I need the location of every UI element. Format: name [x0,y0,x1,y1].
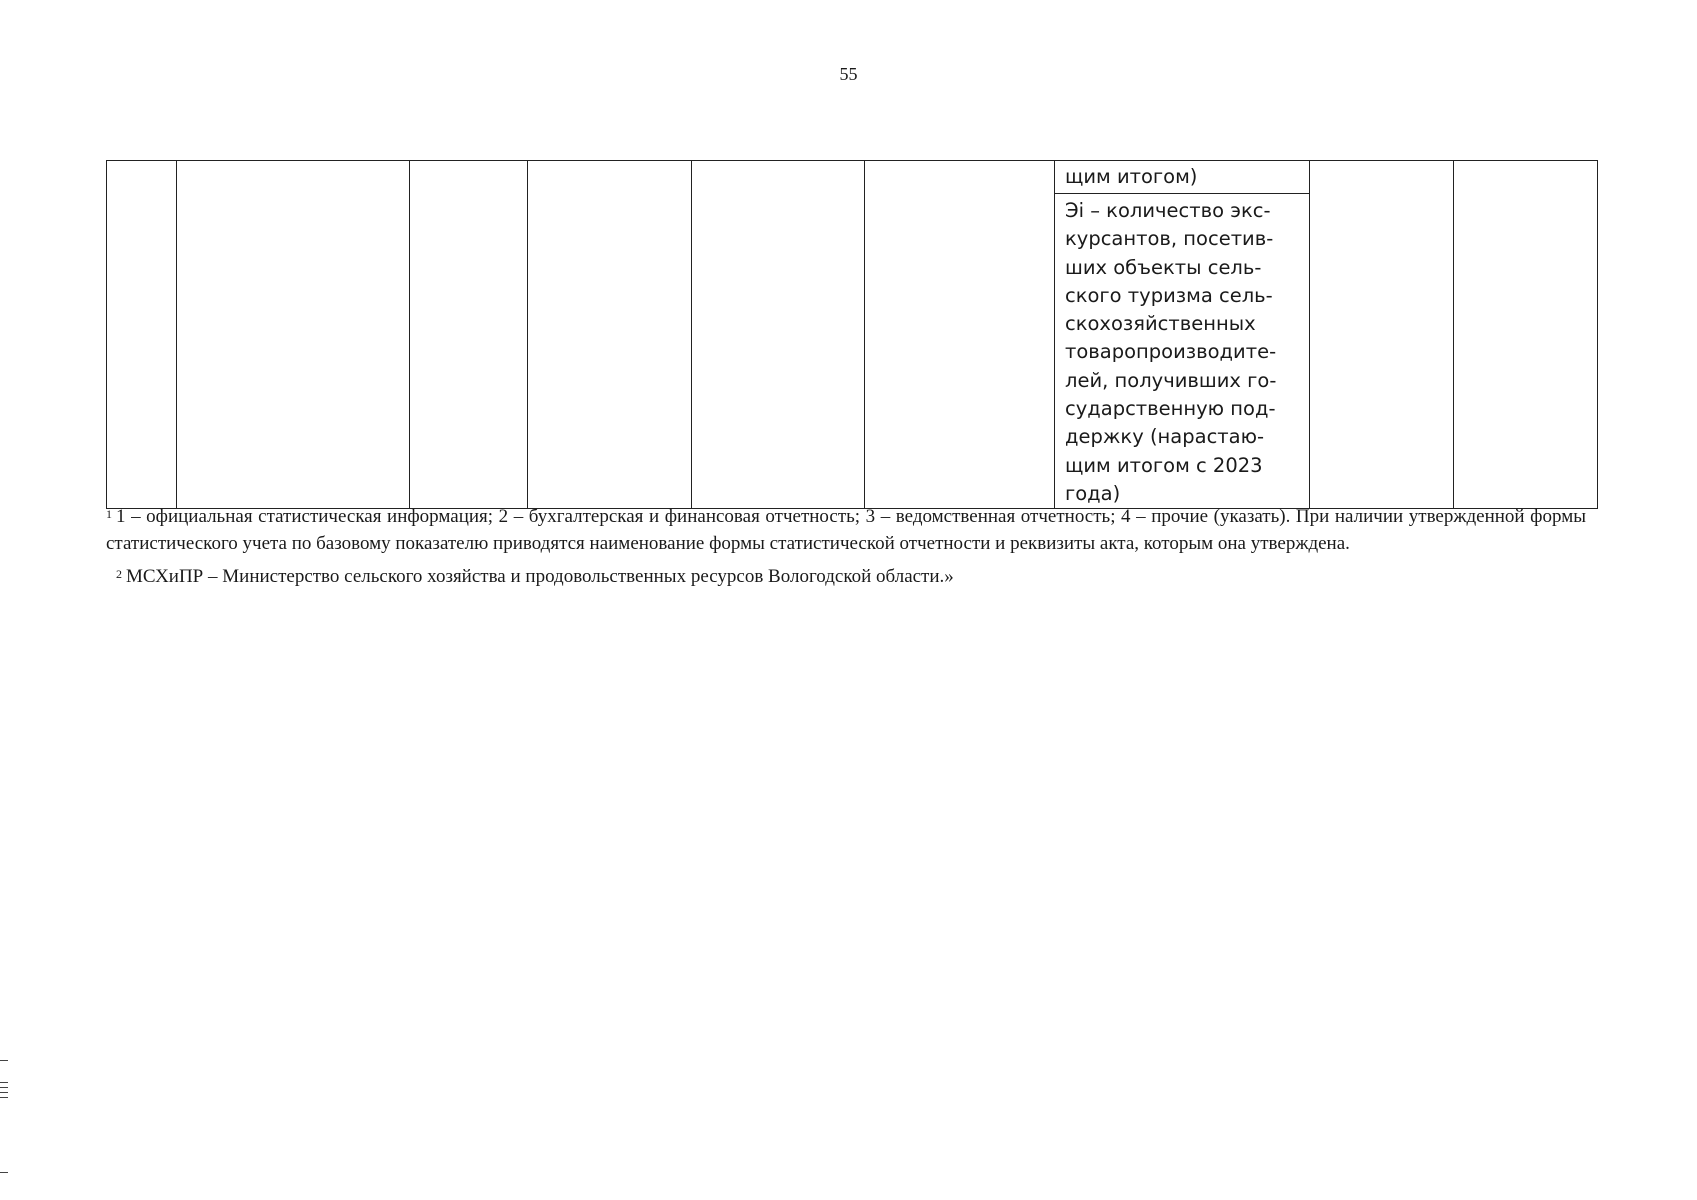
table-row [107,161,1598,509]
indicator-line: лей, получивших го- [1065,368,1277,392]
indicator-line: щим итогом с 2023 [1065,453,1263,477]
table-grid [106,160,1598,509]
indicator-top-text: щим итогом) [1055,161,1309,194]
footnote-mark: 2 [116,567,122,581]
page-number: 55 [839,64,858,84]
indicator-line: года) [1065,481,1121,505]
footnotes [106,503,1586,590]
indicator-definition [1055,194,1309,508]
footnote-mark: 1 [106,507,112,521]
table-cell-1 [107,161,177,509]
indicator-line: Эi – количество экс- [1065,199,1271,222]
indicator-line: ших объекты сель- [1065,255,1262,279]
table-cell-5 [692,161,865,509]
indicator-line: скохозяйственных [1065,312,1256,336]
indicator-line: ского туризма сель- [1065,283,1273,307]
table-cell-8 [1310,161,1454,509]
footnote-text: МСХиПР – Министерство сельского хозяйства и продовольственных ресурсов Вологодской области.» [126,566,954,587]
table-cell-2 [177,161,410,509]
indicators-table [106,160,1597,505]
footnote-text: 1 – официальная статистическая информация; 2 – бухгалтерская и финансовая отчетность; 3 – ведомственная отчетность; 4 – прочие (указать). При наличии утвержденной формы статистического учета по базовому показателю приводятся наименование формы статистической отчетности и реквизиты акта, которым она утверждена. [106,506,1586,554]
table-cell-3 [410,161,528,509]
table-cell-indicator-formula [1055,161,1310,509]
indicator-line: курсантов, посетив- [1065,227,1274,251]
indicator-line: сударственную под- [1065,397,1276,421]
table-cell-6 [865,161,1055,509]
indicator-line: держку (нарастаю- [1065,425,1265,449]
footnote-2 [106,563,1586,590]
table-cell-9 [1454,161,1598,509]
footnote-1 [106,503,1586,557]
table-cell-4 [528,161,692,509]
indicator-line: товаропроизводите- [1065,340,1277,364]
